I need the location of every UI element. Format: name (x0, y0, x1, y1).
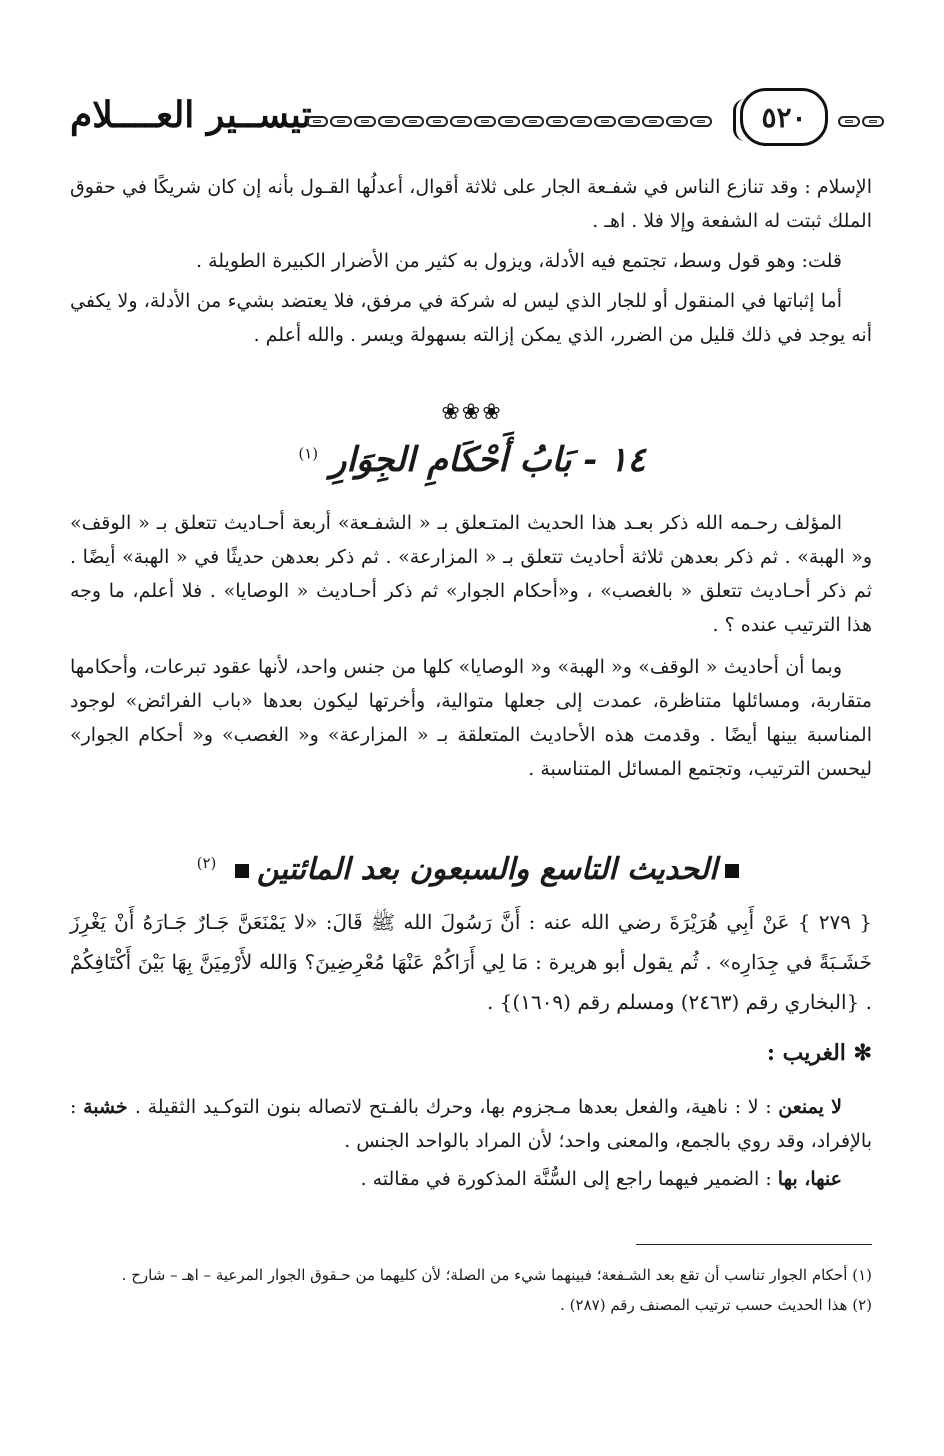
gharib-text (70, 1090, 872, 1196)
gharib-definition: : بالإفراد، وقد روي بالجمع، والمعنى واحد؛ لأن المراد بالواحد الجنس . (70, 1096, 872, 1152)
paragraph: المؤلف رحـمه الله ذكر بعـد هذا الحديث المتـعلق بـ « الشفـعة» أربعة أحـاديث تتعلق بـ « الوقف» و« الهبة» . ثم ذكر بعدهن ثلاثة أحاديث تتعلق بـ « المزارعة» . ثم ذكر بعدهن حديثًا في « الهبة» أيضًا . ثم ذكر أحـاديث تتعلق « بالغصب» ، و«أحكام الجوار» ثم ذكر أحـاديث « الوصايا» . فلا أعلم، ما وجه هذا الترتيب عنده ؟ . (70, 512, 872, 636)
footnote: (١) أحكام الجوار تناسب أن تقع بعد الشـفعة؛ فبينهما شيء من الصلة؛ لأن كليهما من حـقوق الجوار المرعية – اهـ – شارح . (121, 1266, 872, 1284)
hadith-title (0, 852, 944, 887)
paragraph: أما إثباتها في المنقول أو للجار الذي ليس له شركة في مرفق، فلا يعتضد بشيء من الأدلة، ولا يكفي أنه يوجد في ذلك قليل من الضرر، الذي يمكن إزالته بسهولة ويسر . والله أعلم . (70, 290, 872, 346)
gharib-term: لا يمنعن (778, 1096, 842, 1118)
paragraph: قلت: وهو قول وسط، تجتمع فيه الأدلة، ويزول به كثير من الأضرار الكبيرة الطويلة . (196, 250, 842, 272)
hadith-text: { ٢٧٩ } عَنْ أَبِي هُرَيْرَةَ رضي الله عنه : أَنَّ رَسُولَ الله ﷺ قَالَ: «لا يَمْنَعَنَّ جَـارٌ جَـارَهُ أَنْ يَغْرِزَ خَشَـبَةً في جِدَارِه» . ثُم يقول أبو هريرة : مَا لِي أَرَاكُمْ عَنْهَا مُعْرِضِينَ؟ وَالله لأَرْمِيَنَّ بِهَا بَيْنَ أَكْتَافِكُمْ . {البخاري رقم (٢٤٦٣) ومسلم رقم (١٦٠٩)} . (70, 910, 873, 1014)
chain-ornament-small (838, 113, 884, 129)
footnote-ref: (٢) (196, 854, 217, 872)
gharib-heading: ✻ الغريب : (766, 1040, 872, 1066)
gharib-definition: : لا : ناهية، والفعل بعدها مـجزوم بها، وحرك بالفـتح لاتصاله بنون التوكـيد الثقيلة . (134, 1096, 779, 1118)
paragraph: الإسلام : وقد تنازع الناس في شفـعة الجار على ثلاثة أقوال، أعدلُها القـول بأنه إن كان شريكًا في حقوق الملك ثبتت له الشفعة وإلا فلا . اهـ . (70, 176, 872, 232)
hadith-text-block (70, 902, 872, 1022)
paragraph: وبما أن أحاديث « الوقف» و« الهبة» و« الوصايا» كلها من جنس واحد، لأنها عقود تبرعات، وأحكامها متقاربة، ومسائلها متناظرة، عمدت إلى جعلها متوالية، وأخرتها ليكون بعدها «باب الفرائض» لوجود المناسبة بينها أيضًا . وقدمت هذه الأحاديث المتعلقة بـ « المزارعة» و« الغصب» و« أحكام الجوار» ليحسن الترتيب، وتجتمع المسائل المتناسبة . (70, 656, 872, 780)
chapter-title-text: ١٤ - بَابُ أَحْكَامِ الجِوَارِ (329, 440, 646, 480)
footnote-ref: (١) (298, 444, 319, 463)
gharib-entry (70, 1162, 872, 1196)
square-bullet-icon (235, 864, 249, 878)
gharib-term: عنها، بها (777, 1168, 842, 1190)
gharib-entry (70, 1090, 872, 1158)
square-bullet-icon (725, 864, 739, 878)
gharib-term: خشبة (83, 1096, 135, 1118)
gharib-definition: : الضمير فيهما راجع إلى السُّنَّة المذكورة في مقالته . (360, 1168, 778, 1190)
page-header (70, 88, 880, 158)
page-number: ٥٢٠ (740, 88, 828, 146)
intro-text (70, 506, 872, 786)
footnote: (٢) هذا الحديث حسب ترتيب المصنف رقم (٢٨٧) . (560, 1296, 872, 1314)
hadith-title-text: الحديث التاسع والسبعون بعد المائتين (256, 852, 718, 887)
opening-text (70, 170, 872, 352)
footnotes (70, 1262, 872, 1318)
book-title: تيســير العــــلام (70, 94, 312, 136)
footnote-divider (636, 1244, 872, 1245)
chain-ornament (306, 113, 712, 129)
flower-separator: ❀❀❀ (441, 400, 503, 425)
chapter-title (0, 440, 944, 480)
